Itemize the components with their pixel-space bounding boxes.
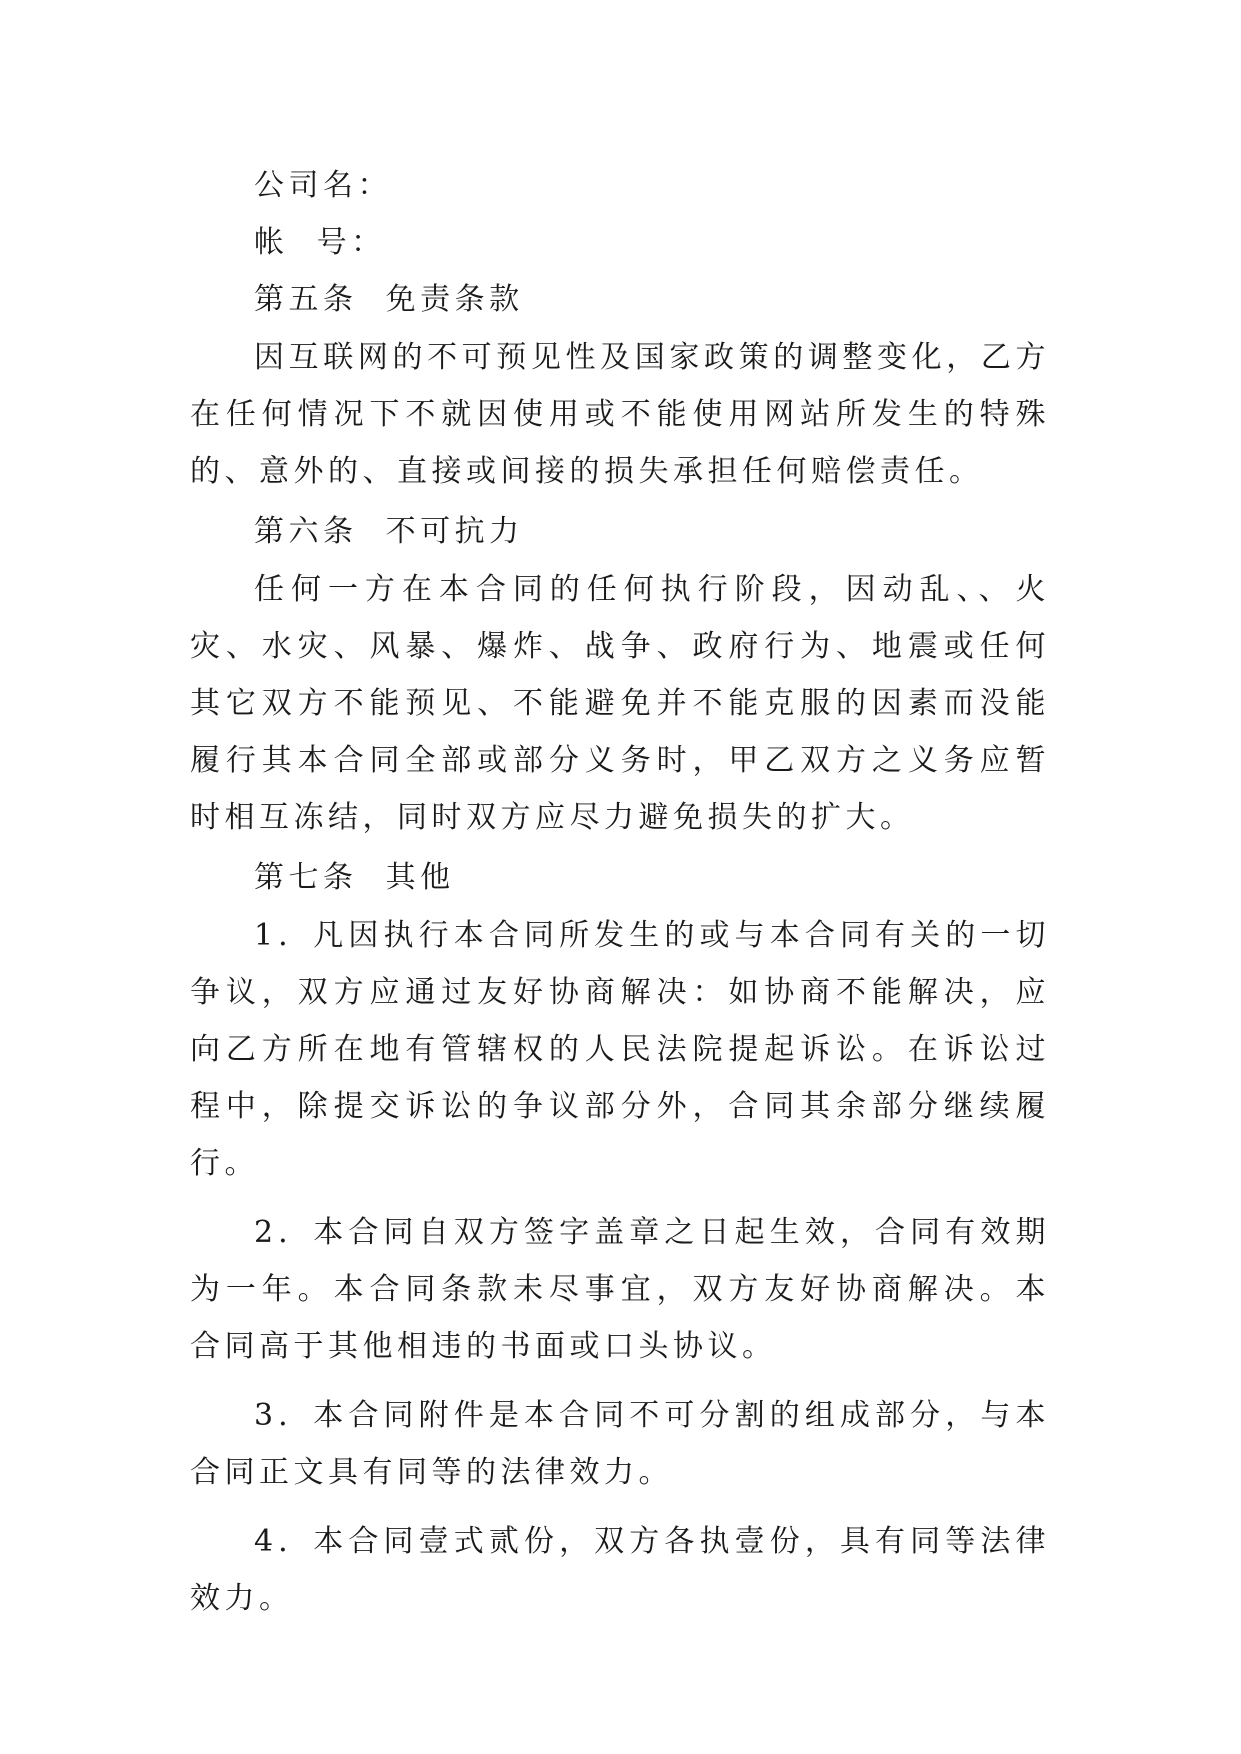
- article7-item-1: 1．凡因执行本合同所发生的或与本合同有关的一切争议，双方应通过友好协商解决：如协商不能解决，应向乙方所在地有管辖权的人民法院提起诉讼。在诉讼过程中，除提交诉讼的争议部分外，合同其余部分继续履行。: [190, 918, 1050, 1181]
- article7-item-2: 2．本合同自双方签字盖章之日起生效，合同有效期为一年。本合同条款未尽事宜，双方友好协商解决。本合同高于其他相违的书面或口头协议。: [190, 1215, 1050, 1364]
- article7-heading: 第七条 其他: [254, 860, 455, 895]
- article5-body: 因互联网的不可预见性及国家政策的调整变化，乙方在任何情况下不就因使用或不能使用网站所发生的特殊的、意外的、直接或间接的损失承担任何赔偿责任。: [190, 340, 1050, 489]
- article7-item-3: 3．本合同附件是本合同不可分割的组成部分，与本合同正文具有同等的法律效力。: [190, 1398, 1050, 1490]
- article6-body: 任何一方在本合同的任何执行阶段，因动乱、、火灾、水灾、风暴、爆炸、战争、政府行为、地震或任何其它双方不能预见、不能避免并不能克服的因素而没能履行其本合同全部或部分义务时，甲乙双方之义务应暂时相互冻结，同时双方应尽力避免损失的扩大。: [190, 572, 1050, 835]
- account-label: 帐 号：: [254, 225, 386, 260]
- document-body: [190, 158, 1050, 1627]
- article5-heading: 第五条 免责条款: [254, 282, 524, 317]
- company-name-label: 公司名：: [254, 168, 392, 203]
- article7-item-4: 4．本合同壹式贰份，双方各执壹份，具有同等法律效力。: [190, 1524, 1050, 1616]
- article6-heading: 第六条 不可抗力: [254, 514, 524, 549]
